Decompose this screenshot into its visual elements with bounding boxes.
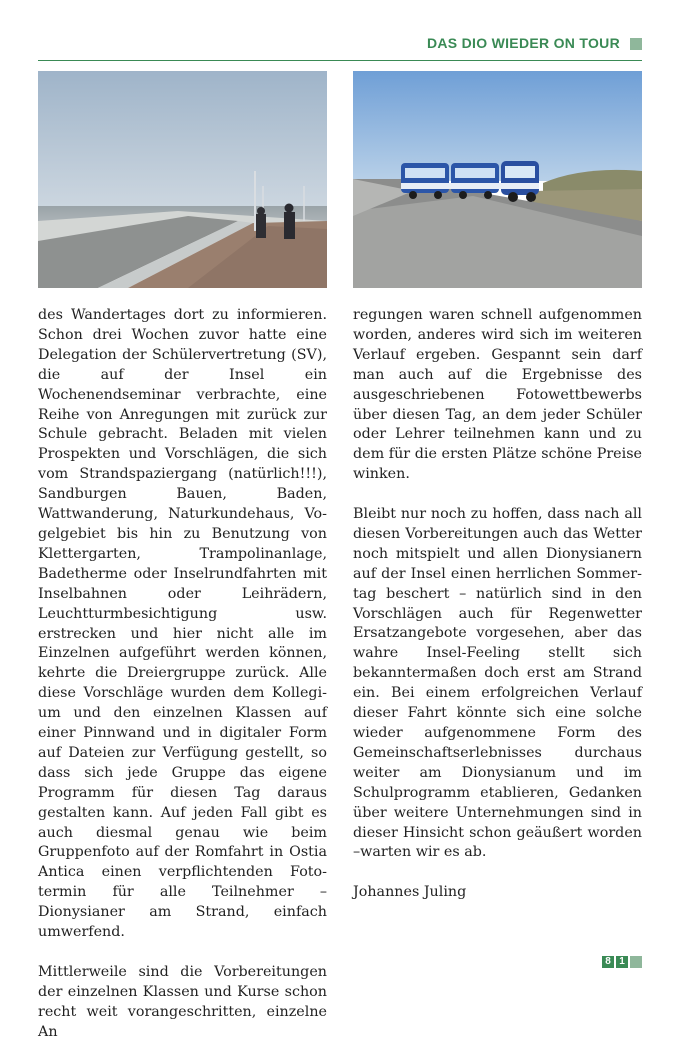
island-train-photo [353,71,642,288]
author-signature: Johannes Juling [353,884,467,901]
right-text-column [353,306,642,903]
section-title: DAS DIO WIEDER ON TOUR [426,35,620,51]
beach-promenade-photo [38,71,327,288]
page-number [602,956,642,968]
page-number-ornament [630,956,642,968]
header-divider [38,60,642,61]
body-paragraph: Bleibt nur noch zu hoffen, dass nach all diesen Vorbereitungen auch das Wetter noch mitspielt und allen Dionysianern auf der Insel einen herrlichen Sommertag beschert – natürlich sind in den Vorschlägen auch für Regenwetter Ersatzangebote vorgesehen, aber das wahre Insel-Feeling stellt sich bekanntermaßen doch erst am Strand ein. Bei einem erfolgreichen Verlauf dieser Fahrt könnte sich eine solche wieder aufgenommene Form des Gemeinschaftserlebnisses durchaus weiter am Dionysianum und im Schulprogramm etablieren, Gedanken über weitere Unternehmungen sind in dieser Hinsicht schon geäußert worden –warten wir es ab. [353,506,642,861]
page-number-digit: 1 [616,956,628,968]
page-number-digit: 8 [602,956,614,968]
header-square-ornament [630,38,642,50]
body-paragraph: regungen waren schnell aufgenommen worden, anderes wird sich im weiteren Verlauf ergeben. Gespannt sein darf man auch auf die Ergebnisse des ausgeschriebenen Fotowettbewerbs über diesen Tag, an dem jeder Schüler oder Lehrer teilnehmen kann und zu dem für die ersten Plätze schöne Preise winken. [353,307,642,483]
left-text-column [38,306,327,1043]
body-paragraph: Mittlerweile sind die Vorbereitungen der einzelnen Klassen und Kurse schon recht weit vorangeschritten, einzelne An [38,963,327,1040]
body-paragraph: des Wandertages dort zu informieren. Schon drei Wochen zuvor hatte eine Delegation der Schülervertretung (SV), die auf der Insel ein Wochenendseminar verbrachte, eine Reihe von Anregungen mit zurück zur Schule gebracht. Beladen mit vielen Prospekten und Vorschlägen, die sich vom Strandspaziergang (natürlich!!!), Sandburgen Bauen, Baden, Wattwanderung, Naturkundehaus, Vogelgebiet bis hin zu Benutzung von Klettergarten, Trampolinanlage, Badetherme oder Inselrundfahrten mit Inselbahnen oder Leihrädern, Leuchtturmbesichtigung usw. erstrecken und hier nicht alle im Einzelnen aufgeführt werden können, kehrte die Dreiergruppe zurück. Alle diese Vorschläge wurden dem Kollegium und den einzelnen Klassen auf einer Pinnwand und in digitaler Form auf Dateien zur Verfügung gestellt, so dass sich jede Gruppe das eigene Programm für diesen Tag daraus gestalten kann. Auf jeden Fall gibt es auch diesmal genau wie beim Gruppenfoto auf der Romfahrt in Ostia Antica einen verpflichtenden Fototermin für alle Teilnehmer – Dionysianer am Strand, einfach umwerfend. [38,307,327,941]
page-header [38,30,642,58]
